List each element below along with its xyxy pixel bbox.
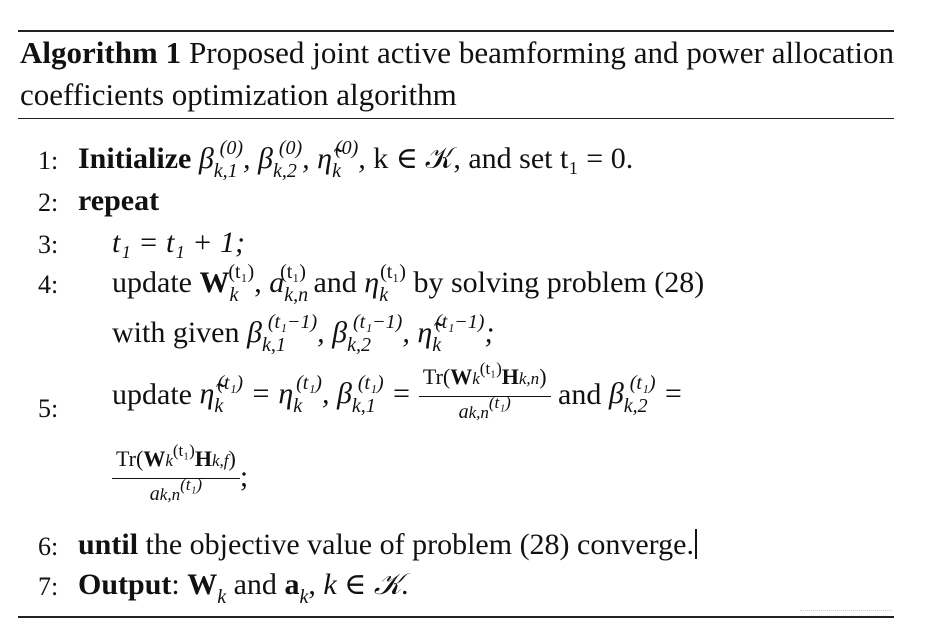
fraction: $\frac{Tr(Wk^{(t_1)}Hk,n)}{ak,n^{(t_1)}}$ xyxy=(419,362,551,428)
math-expression: $\etã_k^{(t_1)} = \eta_k^{(t_1)}$, $\beta_{k,1}^{(t_1)}$ = xyxy=(199,371,412,417)
step-3: t₁ = t₁ + 1; xyxy=(112,226,246,259)
step-number: 1: xyxy=(38,146,59,175)
step-text: with given xyxy=(112,316,240,349)
step-text: and xyxy=(558,378,602,411)
step-text: by solving problem (28) xyxy=(413,266,705,299)
math-expression: $\beta_{k,2}^{(t_1)}$ = xyxy=(608,371,684,417)
step-text: and xyxy=(233,568,277,601)
fraction: $\frac{Tr(Wk^{(t_1)}Hk,f)}{ak,n^{(t_1)}}$ xyxy=(112,444,240,510)
step-number: 3: xyxy=(38,230,59,259)
text-cursor xyxy=(695,529,697,559)
step-2 xyxy=(78,184,159,218)
step-text: k ∈ 𝒦, and set t₁ = 0. xyxy=(373,142,634,175)
algorithm-label: Algorithm 1 xyxy=(20,35,182,70)
step-4-continued xyxy=(112,311,495,356)
step-keyword: Initialize xyxy=(78,142,192,175)
algorithm-title: Proposed joint active beamforming and power allocation coefficients optimization algorithm xyxy=(20,35,894,112)
step-text: the objective value of problem (28) converge. xyxy=(145,528,694,561)
step-text: k ∈ 𝒦. xyxy=(323,568,410,601)
step-text: update xyxy=(112,266,192,299)
math-expression: $\beta_{k,1}^{(t_1-1)}$, $\beta_{k,2}^{(t_1-1)}$, $\etã_k^{(t_1-1)}$; xyxy=(247,311,495,356)
step-5 xyxy=(112,359,684,428)
step-keyword: repeat xyxy=(78,184,160,217)
faint-dotted-line xyxy=(800,610,892,612)
step-keyword: Output xyxy=(78,568,172,601)
math-eta: η xyxy=(364,266,380,299)
step-number: 2: xyxy=(38,188,59,217)
step-number: 6: xyxy=(38,532,59,561)
step-4: update $W_k^{(t_1)}$, $a_{k,n}^{(t_1)}$ and $\eta_k^{(t_1)}$ by solving problem (28) xyxy=(112,261,705,306)
algorithm-caption xyxy=(20,32,894,116)
math-a: a xyxy=(269,266,285,299)
math-W: W xyxy=(187,568,218,601)
step-number: 5: xyxy=(38,394,59,423)
step-number: 7: xyxy=(38,572,59,601)
step-5-continued: $\frac{Tr(Wk^{(t_1)}Hk,f)}{ak,n^{(t_1)}}$ ; xyxy=(112,444,248,510)
caption-rule xyxy=(18,118,894,119)
step-text: update xyxy=(112,378,192,411)
step-7: Output: $W_k$ and $a_k$, k ∈ 𝒦. xyxy=(78,568,410,608)
colon: : xyxy=(171,568,180,601)
math-W: W xyxy=(199,266,230,299)
math-a: a xyxy=(284,568,300,601)
step-text: and xyxy=(313,266,357,299)
math-expression: $\beta_{k,1}^{(0)}$, $\beta_{k,2}^{(0)}$, $\etã_k^{(0)}$, xyxy=(198,137,366,182)
step-keyword: until xyxy=(78,528,139,561)
step-1 xyxy=(78,137,634,182)
step-number: 4: xyxy=(38,270,59,299)
step-6 xyxy=(78,528,697,562)
bottom-rule xyxy=(18,616,894,618)
